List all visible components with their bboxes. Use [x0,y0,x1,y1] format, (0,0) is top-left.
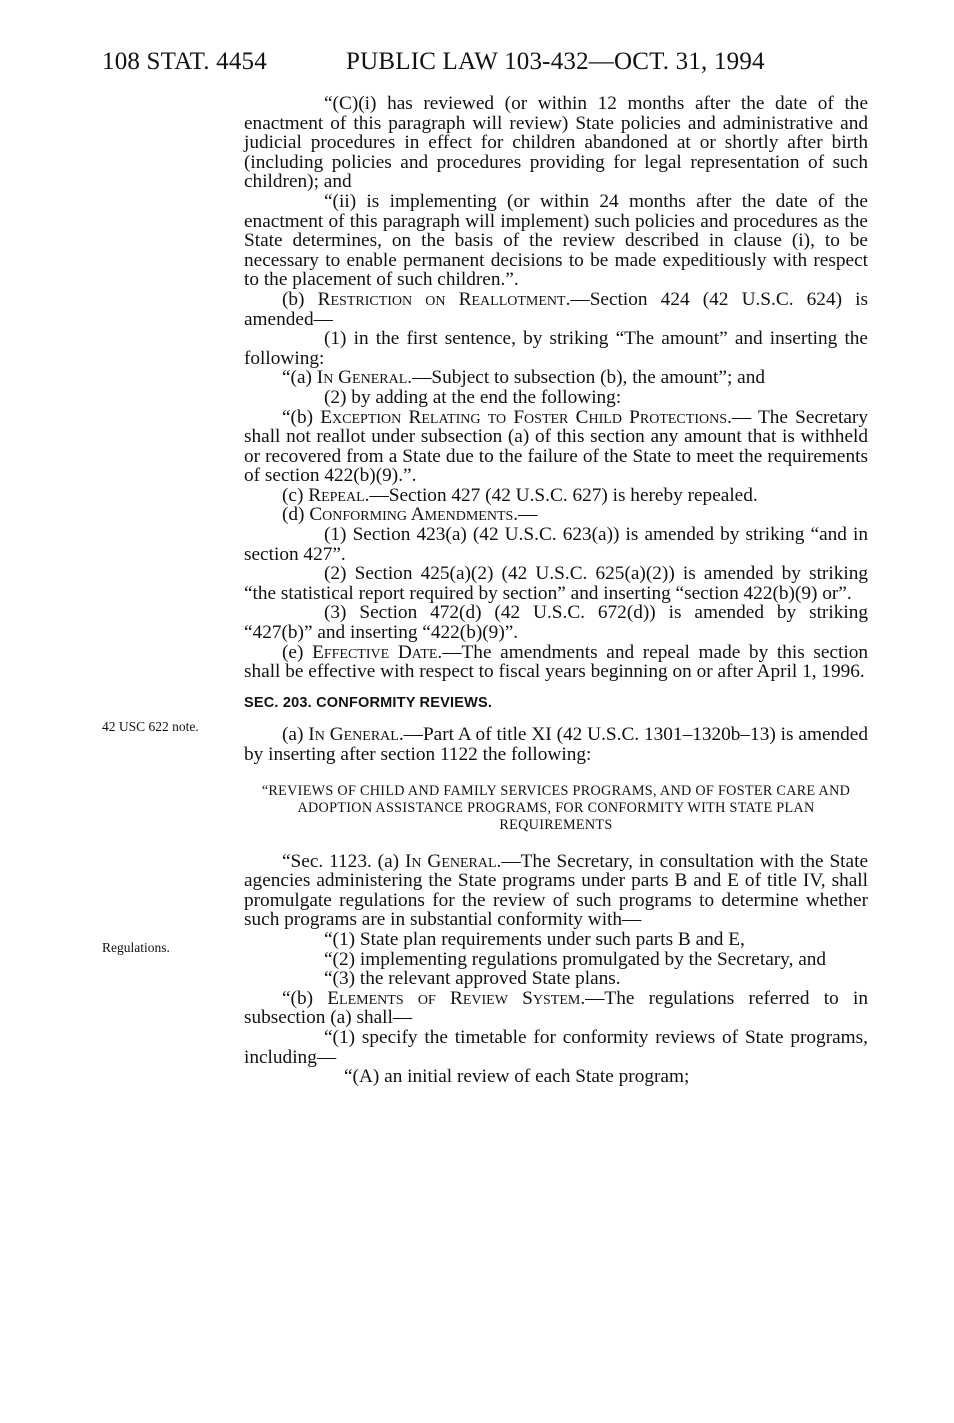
amendment-2: (2) by adding at the end the following: [324,386,622,408]
subsection-heading: Effective Date. [312,641,443,663]
statute-page-number: 108 STAT. 4454 [102,48,267,75]
section-subheading: “REVIEWS OF CHILD AND FAMILY SERVICES PROGRAMS, AND OF FOSTER CARE AND ADOPTION ASSISTANCE PROGRAMS, FOR CONFORMITY WITH STATE PLAN REQUIREMENTS [261,782,851,833]
review-element-1: “(1) specify the timetable for conformity reviews of State programs, including— [244,1026,868,1068]
subsection-heading: Restriction on Reallotment. [317,288,571,310]
conformity-item-2: “(2) implementing regulations promulgated by the Secretary, and [324,948,827,970]
section-1123-a: “Sec. 1123. (a) In General.—The Secretary, in consultation with the State agencies administering the State programs under parts B and E of title IV, shall promulgate regulations for the review of such programs to determine whether such programs are in substantial conformity with— [244,850,869,931]
subsection-heading: In General. [308,724,404,746]
public-law-title: PUBLIC LAW 103-432—OCT. 31, 1994 [346,48,765,75]
subsection-c-repeal: (c) Repeal.—Section 427 (42 U.S.C. 627) is hereby repealed. [282,484,758,506]
subsection-heading: Repeal. [308,484,370,506]
section-heading: SEC. 203. CONFORMITY REVIEWS. [244,694,493,711]
subsection-heading: In General. [316,367,413,389]
margin-note-regulations: Regulations. [102,940,170,955]
paragraph-c-ii: “(ii) is implementing (or within 24 months after the date of the enactment of this paragraph will implement) such policies and procedures as the State determines, on the basis of the review described in clause (i), to be necessary to enable permanent decisions to be made expeditiously with respect to the placement of such children.”. [244,190,868,291]
subsection-heading: In General. [404,850,502,872]
margin-note-usc: 42 USC 622 note. [102,719,199,734]
paragraph-c-i: “(C)(i) has reviewed (or within 12 months after the date of the enactment of this paragraph will review) State policies and administrative and judicial procedures in effect for children abandoned at or shortly after birth (including policies and procedures providing for legal representation of such children); and [244,93,868,193]
quoted-subsection-b: “(b) Exception Relating to Foster Child Protections.— The Secretary shall not reallot under subsection (a) of this section any amount that is withheld or recovered from a State due to the failure of the State to meet the requirements of section 422(b)(9).”. [244,406,868,487]
review-element-1-a: “(A) an initial review of each State program; [344,1066,690,1088]
subsection-heading: Exception Relating to Foster Child Protections. [320,406,732,428]
conforming-amendment-3: (3) Section 472(d) (42 U.S.C. 672(d)) is amended by striking “427(b)” and inserting “422(b)(9)”. [244,602,868,644]
section-1123-b: “(b) Elements of Review System.—The regulations referred to in subsection (a) shall— [244,987,868,1029]
amendment-1: (1) in the first sentence, by striking “The amount” and inserting the following: [244,328,868,369]
subsection-a-in-general: (a) In General.—Part A of title XI (42 U.S.C. 1301–1320b–13) is amended by inserting after section 1122 the following: [244,724,868,765]
conformity-item-3: “(3) the relevant approved State plans. [324,968,621,990]
subsection-b-restriction: (b) Restriction on Reallotment.—Section 424 (42 U.S.C. 624) is amended— [244,288,869,330]
subsection-heading: Elements of Review System. [327,987,586,1009]
page-header [0,44,954,80]
conforming-amendment-2: (2) Section 425(a)(2) (42 U.S.C. 625(a)(2)) is amended by striking “the statistical report required by section” and inserting “section 422(b)(9) or”. [244,563,868,604]
conforming-amendment-1: (1) Section 423(a) (42 U.S.C. 623(a)) is amended by striking “and in section 427”. [244,524,868,565]
quoted-subsection-a: “(a) In General.—Subject to subsection (b), the amount”; and [282,367,765,389]
conformity-item-1: “(1) State plan requirements under such parts B and E, [324,928,745,950]
document-body [244,94,868,1087]
subsection-e-effective-date: (e) Effective Date.—The amendments and repeal made by this section shall be effective with respect to fiscal years beginning on or after April 1, 1996. [244,641,868,683]
subsection-d-conforming: (d) Conforming Amendments.— [282,504,538,526]
subsection-heading: Conforming Amendments. [309,504,519,526]
